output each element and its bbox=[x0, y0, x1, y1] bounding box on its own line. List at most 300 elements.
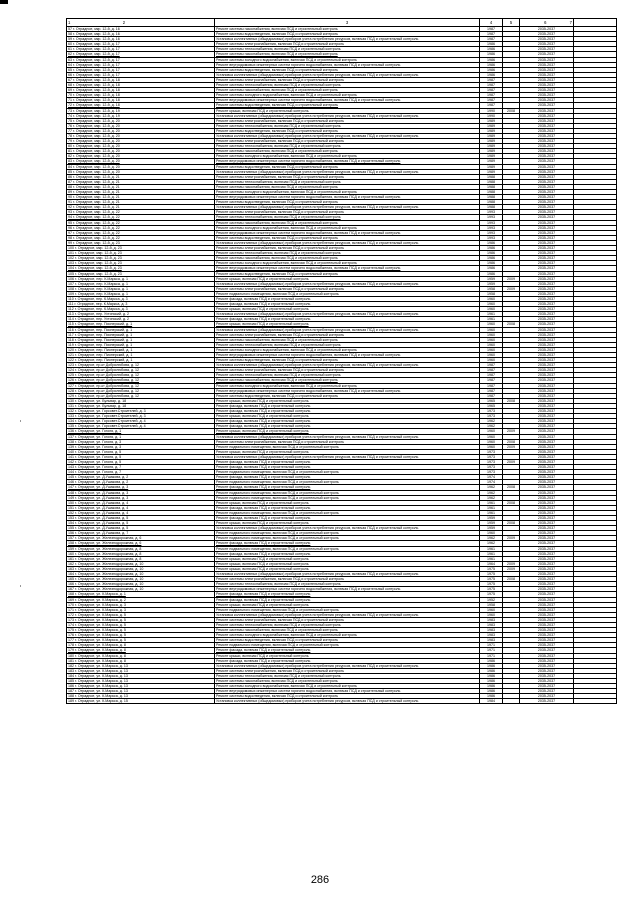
build-year-cell: 1989 bbox=[480, 139, 503, 144]
address-text: г. Отрадное, мкр. 12-й, д. 17 bbox=[73, 52, 120, 57]
work-description-cell: Ремонт системы электроснабжения, включая ПСД и строительный контроль bbox=[215, 286, 480, 291]
work-description-cell: Ремонт фасада, включая ПСД и строительный контроль bbox=[215, 465, 480, 470]
address-text: г. Отрадное, ул. К.Маркса, д. 13 bbox=[75, 668, 128, 673]
build-year-cell: 1962 bbox=[480, 495, 503, 500]
work-description-cell: Ремонт крыши, включая ПСД и строительный контроль bbox=[215, 500, 480, 505]
build-year-cell: 1962 bbox=[480, 485, 503, 490]
address-text: г. Отрадное, ул. К.Маркса, д. 13 bbox=[75, 663, 128, 668]
build-year-cell: 1960 bbox=[480, 302, 503, 307]
planned-period-cell: 2035-2037 bbox=[520, 633, 574, 638]
row-number: 172 bbox=[68, 612, 74, 617]
planned-period-cell: 2035-2037 bbox=[520, 556, 574, 561]
row-number: 101 bbox=[68, 251, 74, 256]
work-description-cell: Ремонт системы теплоснабжения, включая ПСД и строительный контроль bbox=[215, 373, 480, 378]
work-description-cell: Ремонт системы электроснабжения, включая ПСД и строительный контроль bbox=[215, 668, 480, 673]
work-description-cell: Ремонт системы теплоснабжения, включая ПСД и строительный контроль bbox=[215, 251, 480, 256]
planned-period-cell: 2035-2037 bbox=[520, 679, 574, 684]
work-description-cell: Ремонт фасада, включая ПСД и строительный контроль bbox=[215, 516, 480, 521]
header-col-7-spacer bbox=[574, 19, 617, 27]
works-table bbox=[66, 18, 616, 704]
last-repair-year-cell: 2009 bbox=[503, 536, 520, 541]
last-repair-year-cell: 2008 bbox=[503, 108, 520, 113]
planned-period-cell: 2035-2037 bbox=[520, 37, 574, 42]
work-description-cell: Ремонт системы теплоснабжения, включая ПСД и строительный контроль bbox=[215, 342, 480, 347]
planned-period-cell: 2035-2037 bbox=[520, 592, 574, 597]
address-text: г. Отрадное, пер. Пионерский, д. 1 bbox=[75, 353, 133, 357]
work-description-cell: Ремонт системы холодного водоснабжения, включая ПСД и строительный контроль bbox=[215, 633, 480, 638]
build-year-cell: 1986 bbox=[480, 42, 503, 47]
address-text: г. Отрадное, пер. Пионерский, д. 1 bbox=[74, 327, 133, 332]
address-text: г. Отрадное, ул. К.Маркса, д. 2 bbox=[75, 597, 126, 602]
build-year-cell: 1987 bbox=[480, 77, 503, 82]
build-year-cell: 1986 bbox=[480, 673, 503, 678]
planned-period-cell: 2035-2037 bbox=[520, 190, 574, 195]
address-text: г. Отрадное, ул. Д.Ушакова, д. 5 bbox=[75, 526, 129, 531]
work-description-cell: Ремонт системы электроснабжения, включая ПСД и строительный контроль bbox=[215, 139, 480, 144]
row-number: 165 bbox=[68, 577, 74, 582]
row-number: 83 bbox=[68, 159, 72, 164]
work-description-cell: Ремонт внутридомовых инженерных систем горячего водоснабжения, включая ПСД и строительный контроль bbox=[215, 230, 480, 235]
row-number: 163 bbox=[68, 566, 74, 571]
planned-period-cell: 2035-2037 bbox=[520, 327, 574, 332]
planned-period-cell: 2035-2037 bbox=[520, 541, 574, 546]
work-description-cell: Установка коллективных (общедомовых) приборов учета потребления ресурсов, включая ПСД и строительный контроль bbox=[215, 113, 480, 118]
build-year-cell: 1987 bbox=[480, 103, 503, 108]
planned-period-cell: 2035-2037 bbox=[520, 449, 574, 454]
work-description-cell: Ремонт системы холодного водоснабжения, включая ПСД и строительный контроль bbox=[215, 57, 480, 62]
planned-period-cell: 2035-2037 bbox=[520, 536, 574, 541]
build-year-cell: 1987 bbox=[480, 27, 503, 32]
planned-period-cell: 2035-2037 bbox=[520, 225, 574, 230]
row-number: 158 bbox=[68, 541, 74, 546]
work-description-cell: Ремонт крыши, включая ПСД и строительный контроль bbox=[215, 307, 480, 312]
last-repair-year-cell: 2009 bbox=[503, 566, 520, 571]
planned-period-cell: 2035-2037 bbox=[520, 52, 574, 57]
planned-period-cell: 2035-2037 bbox=[520, 403, 574, 408]
planned-period-cell: 2035-2037 bbox=[520, 144, 574, 149]
work-description-cell: Установка коллективных (общедомовых) приборов учета потребления ресурсов, включая ПСД и строительный контроль bbox=[215, 363, 480, 368]
address-text: г. Отрадное, мкр. 12-й, д. 23 bbox=[75, 266, 122, 271]
work-description-cell: Ремонт системы водоотведения, включая ПСД и строительный контроль bbox=[215, 235, 480, 240]
build-year-cell: 1986 bbox=[480, 240, 503, 245]
row-number: 88 bbox=[68, 184, 72, 189]
address-text: г. Отрадное, ул. Железнодорожная, д. 6 bbox=[75, 541, 142, 546]
row-number: 151 bbox=[68, 505, 74, 510]
planned-period-cell: 2035-2037 bbox=[520, 164, 574, 169]
build-year-cell: 1960 bbox=[480, 607, 503, 612]
address-text: г. Отрадное, мкр. 12-й, д. 20 bbox=[73, 128, 120, 133]
work-description-cell: Ремонт системы электроснабжения, включая ПСД и строительный контроль bbox=[215, 246, 480, 251]
address-text: г. Отрадное, ул. Железнодорожная, д. 8 bbox=[75, 556, 142, 561]
row-number: 178 bbox=[68, 643, 74, 648]
row-number: 119 bbox=[68, 342, 74, 347]
address-text: г. Отрадное, пер. К.Маркса, д. 1 bbox=[75, 291, 128, 296]
row-number: 110 bbox=[68, 296, 74, 301]
work-description-cell: Ремонт системы водоотведения, включая ПСД и строительный контроль bbox=[215, 128, 480, 133]
planned-period-cell: 2035-2037 bbox=[520, 358, 574, 363]
work-description-cell: Ремонт системы водоотведения, включая ПСД и строительный контроль bbox=[215, 638, 480, 643]
planned-period-cell: 2035-2037 bbox=[520, 398, 574, 403]
work-description-cell: Ремонт системы электроснабжения, включая ПСД и строительный контроль bbox=[215, 42, 480, 47]
work-description-cell: Ремонт крыши, включая ПСД и строительный контроль bbox=[215, 521, 480, 526]
planned-period-cell: 2035-2037 bbox=[520, 307, 574, 312]
page-corner-mark bbox=[0, 0, 8, 4]
row-number: 89 bbox=[68, 190, 72, 194]
row-number: 159 bbox=[68, 546, 74, 551]
address-text: г. Отрадное, пр-кт Добролюбова, д. 12 bbox=[75, 363, 140, 368]
build-year-cell: 1960 bbox=[480, 531, 503, 536]
build-year-cell: 1986 bbox=[480, 679, 503, 684]
planned-period-cell: 2035-2037 bbox=[520, 470, 574, 475]
planned-period-cell: 2035-2037 bbox=[520, 42, 574, 47]
row-number: 148 bbox=[68, 490, 74, 495]
planned-period-cell: 2035-2037 bbox=[520, 363, 574, 368]
address-text: г. Отрадное, ул. Д.Ушакова, д. 5 bbox=[75, 516, 129, 520]
work-description-cell: Ремонт крыши, включая ПСД и строительный контроль bbox=[215, 449, 480, 454]
build-year-cell: 1961 bbox=[480, 510, 503, 515]
build-year-cell: 1960 bbox=[480, 439, 503, 444]
work-description-cell: Ремонт подвального помещения, включая ПСД и строительный контроль bbox=[215, 444, 480, 449]
row-number: 69 bbox=[68, 88, 72, 93]
work-description-cell: Ремонт крыши, включая ПСД и строительный контроль bbox=[215, 398, 480, 403]
build-year-cell: 1984 bbox=[480, 699, 503, 704]
last-repair-year-cell: 2008 bbox=[503, 521, 520, 526]
planned-period-cell: 2035-2037 bbox=[520, 108, 574, 113]
row-number: 113 bbox=[68, 312, 74, 317]
planned-period-cell: 2035-2037 bbox=[520, 480, 574, 485]
address-text: г. Отрадное, пр-кт Добролюбова, д. 12 bbox=[75, 368, 140, 373]
address-text: г. Отрадное, пер. К.Маркса, д. 3 bbox=[74, 307, 128, 312]
planned-period-cell: 2035-2037 bbox=[520, 485, 574, 490]
address-text: г. Отрадное, мкр. 12-й, д. 18 bbox=[73, 103, 120, 108]
build-year-cell: 1975 bbox=[480, 582, 503, 587]
planned-period-cell: 2035-2037 bbox=[520, 261, 574, 266]
row-number: 92 bbox=[68, 205, 72, 210]
build-year-cell: 1960 bbox=[480, 429, 503, 434]
build-year-cell: 1958 bbox=[480, 602, 503, 607]
planned-period-cell: 2035-2037 bbox=[520, 510, 574, 515]
work-description-cell: Ремонт подвального помещения, включая ПСД и строительный контроль bbox=[215, 480, 480, 485]
row-number: 109 bbox=[68, 291, 74, 296]
address-text: г. Отрадное, пер. К.Маркса, д. 1 bbox=[75, 286, 128, 291]
row-number: 131 bbox=[68, 403, 74, 408]
build-year-cell: 1960 bbox=[480, 612, 503, 617]
work-description-cell: Ремонт системы газоснабжения, включая ПСД и строительный контроль bbox=[215, 337, 480, 342]
address-text: г. Отрадное, пер. Пионерский, д. 1 bbox=[74, 322, 133, 327]
build-year-cell: 1993 bbox=[480, 210, 503, 215]
row-number: 146 bbox=[68, 480, 74, 485]
address-text: г. Отрадное, ул. Гоголя, д. 3 bbox=[75, 439, 122, 444]
row-number: 78 bbox=[68, 133, 72, 138]
address-text: г. Отрадное, ул. Железнодорожная, д. 10 bbox=[75, 561, 144, 566]
address-text: г. Отрадное, мкр. 12-й, д. 18 bbox=[73, 77, 120, 82]
build-year-cell: 1989 bbox=[480, 169, 503, 174]
work-description-cell: Ремонт подвального помещения, включая ПСД и строительный контроль bbox=[215, 536, 480, 541]
address-text: г. Отрадное, ул. Д.Ушакова, д. 3 bbox=[75, 485, 129, 490]
build-year-cell: 1962 bbox=[480, 536, 503, 541]
row-number: 162 bbox=[68, 561, 74, 566]
address-text: г. Отрадное, мкр. 12-й, д. 20 bbox=[73, 133, 120, 138]
planned-period-cell: 2035-2037 bbox=[520, 317, 574, 322]
row-number: 73 bbox=[68, 108, 72, 113]
address-text: г. Отрадное, пр-кт Добролюбова, д. 12 bbox=[75, 393, 140, 398]
build-year-cell: 1971 bbox=[480, 648, 503, 653]
planned-period-cell: 2035-2037 bbox=[520, 67, 574, 72]
build-year-cell: 1987 bbox=[480, 88, 503, 93]
planned-period-cell: 2035-2037 bbox=[520, 169, 574, 174]
row-number: 147 bbox=[68, 485, 74, 490]
build-year-cell: 1987 bbox=[480, 393, 503, 398]
build-year-cell: 1989 bbox=[480, 154, 503, 159]
address-text: г. Отрадное, пр-кт Добролюбова, д. 12 bbox=[75, 373, 140, 378]
row-number: 140 bbox=[68, 449, 74, 454]
work-description-cell: Ремонт фасада, включая ПСД и строительный контроль bbox=[215, 419, 480, 424]
planned-period-cell: 2035-2037 bbox=[520, 694, 574, 699]
last-repair-year-cell: 2009 bbox=[503, 276, 520, 281]
address-text: г. Отрадное, ул. Железнодорожная, д. 10 bbox=[75, 577, 144, 582]
build-year-cell: 1960 bbox=[480, 296, 503, 301]
last-repair-year-cell: 2008 bbox=[503, 500, 520, 505]
work-description-cell: Ремонт подвального помещения, включая ПСД и строительный контроль bbox=[215, 510, 480, 515]
row-number: 138 bbox=[68, 439, 74, 444]
work-description-cell: Ремонт подвального помещения, включая ПСД и строительный контроль bbox=[215, 546, 480, 551]
row-number: 133 bbox=[68, 414, 74, 419]
address-text: г. Отрадное, ул. К.Маркса, д. 13 bbox=[75, 689, 128, 694]
row-number: 118 bbox=[68, 337, 74, 342]
planned-period-cell: 2035-2037 bbox=[520, 414, 574, 419]
row-number: 111 bbox=[68, 302, 74, 307]
work-description-cell: Ремонт внутридомовых инженерных систем горячего водоснабжения, включая ПСД и строительный контроль bbox=[215, 195, 480, 200]
address-text: г. Отрадное, пер. Пионерский, д. 1 bbox=[74, 332, 133, 337]
address-text: г. Отрадное, ул. К.Маркса, д. 8 bbox=[75, 653, 126, 658]
address-text: г. Отрадное, пер. К.Маркса, д. 1 bbox=[75, 276, 128, 281]
build-year-cell: 1987 bbox=[480, 368, 503, 373]
build-year-cell: 1989 bbox=[480, 118, 503, 123]
row-number: 124 bbox=[68, 368, 74, 373]
work-description-cell: Ремонт крыши, включая ПСД и строительный контроль bbox=[215, 653, 480, 658]
build-year-cell: 1986 bbox=[480, 684, 503, 689]
address-text: г. Отрадное, ул. Горсовет.Строителей, д. 3 bbox=[75, 414, 146, 419]
build-year-cell: 1987 bbox=[480, 98, 503, 103]
build-year-cell: 1960 bbox=[480, 332, 503, 337]
address-text: г. Отрадное, ул. Гоголя, д. 5 bbox=[75, 449, 122, 454]
address-text: г. Отрадное, ул. К.Маркса, д. 13 bbox=[75, 684, 128, 689]
work-description-cell: Ремонт системы теплоснабжения, включая ПСД и строительный контроль bbox=[215, 47, 480, 52]
row-number: 174 bbox=[68, 622, 74, 627]
work-description-cell: Установка коллективных (общедомовых) приборов учета потребления ресурсов, включая ПСД и строительный контроль bbox=[215, 612, 480, 617]
row-number: 76 bbox=[68, 123, 72, 128]
build-year-cell: 1973 bbox=[480, 454, 503, 459]
address-text: г. Отрадное, мкр. 12-й, д. 22 bbox=[73, 225, 120, 230]
work-description-cell: Ремонт подвального помещения, включая ПСД и строительный контроль bbox=[215, 470, 480, 475]
work-description-cell: Ремонт системы водоотведения, включая ПСД и строительный контроль bbox=[215, 103, 480, 108]
row-number: 107 bbox=[68, 281, 74, 286]
work-description-cell: Ремонт системы теплоснабжения, включая ПСД и строительный контроль bbox=[215, 123, 480, 128]
planned-period-cell: 2035-2037 bbox=[520, 220, 574, 225]
planned-period-cell: 2035-2037 bbox=[520, 419, 574, 424]
build-year-cell: 1961 bbox=[480, 500, 503, 505]
row-number: 95 bbox=[68, 220, 72, 225]
work-description-cell: Ремонт системы водоотведения, включая ПСД и строительный контроль bbox=[215, 694, 480, 699]
row-number: 144 bbox=[68, 470, 74, 475]
work-description-cell: Ремонт системы газоснабжения, включая ПСД и строительный контроль bbox=[215, 184, 480, 189]
row-number: 136 bbox=[68, 429, 74, 434]
address-text: г. Отрадное, ул. Горсовет.Строителей, д. 4 bbox=[75, 424, 146, 429]
address-text: г. Отрадное, мкр. 12-й, д. 20 bbox=[73, 139, 120, 144]
work-description-cell: Ремонт фасада, включая ПСД и строительный контроль bbox=[215, 551, 480, 556]
build-year-cell: 1960 bbox=[480, 444, 503, 449]
build-year-cell: 1961 bbox=[480, 551, 503, 556]
row-number: 154 bbox=[68, 521, 74, 526]
work-description-cell: Ремонт внутридомовых инженерных систем горячего водоснабжения, включая ПСД и строительный контроль bbox=[215, 587, 480, 592]
address-text: г. Отрадное, пер. К.Маркса, д. 3 bbox=[74, 302, 128, 307]
address-text: г. Отрадное, ул. К.Маркса, д. 5 bbox=[75, 628, 126, 633]
row-number: 189 bbox=[68, 699, 74, 704]
address-text: г. Отрадное, пер. Пионерский, д. 1 bbox=[75, 347, 133, 352]
planned-period-cell: 2035-2037 bbox=[520, 602, 574, 607]
build-year-cell: 1987 bbox=[480, 37, 503, 42]
planned-period-cell: 2035-2037 bbox=[520, 383, 574, 388]
planned-period-cell: 2035-2037 bbox=[520, 98, 574, 103]
work-description-cell: Ремонт системы водоотведения, включая ПСД и строительный контроль bbox=[215, 358, 480, 363]
build-year-cell: 1989 bbox=[480, 133, 503, 138]
work-description-cell: Ремонт фасада, включая ПСД и строительный контроль bbox=[215, 541, 480, 546]
address-text: г. Отрадное, ул. К.Маркса, д. 15 bbox=[75, 699, 128, 704]
work-description-cell: Ремонт крыши, включая ПСД и строительный контроль bbox=[215, 108, 480, 113]
address-text: г. Отрадное, ул. Гоголя, д. 7 bbox=[75, 465, 122, 470]
row-number: 150 bbox=[68, 500, 74, 505]
build-year-cell: 1975 bbox=[480, 592, 503, 597]
work-description-cell: Ремонт системы газоснабжения, включая ПСД и строительный контроль bbox=[215, 88, 480, 93]
build-year-cell: 1993 bbox=[480, 235, 503, 240]
planned-period-cell: 2035-2037 bbox=[520, 597, 574, 602]
work-description-cell: Ремонт системы электроснабжения, включая ПСД и строительный контроль bbox=[215, 118, 480, 123]
planned-period-cell: 2035-2037 bbox=[520, 113, 574, 118]
planned-period-cell: 2035-2037 bbox=[520, 256, 574, 261]
address-text: г. Отрадное, ул. К.Маркса, д. 3 bbox=[75, 602, 126, 607]
planned-period-cell: 2035-2037 bbox=[520, 210, 574, 215]
address-text: г. Отрадное, мкр. 12-й, д. 21 bbox=[73, 174, 120, 179]
build-year-cell: 1983 bbox=[480, 633, 503, 638]
work-description-cell: Ремонт системы газоснабжения, включая ПСД и строительный контроль bbox=[215, 256, 480, 261]
planned-period-cell: 2035-2037 bbox=[520, 312, 574, 317]
address-text: г. Отрадное, ул. Железнодорожная, д. 8 bbox=[75, 551, 142, 556]
header-col-6: 6 7 bbox=[520, 19, 574, 27]
build-year-cell: 1988 bbox=[480, 195, 503, 200]
build-year-cell: 1960 bbox=[480, 358, 503, 363]
planned-period-cell: 2035-2037 bbox=[520, 409, 574, 414]
planned-period-cell: 2035-2037 bbox=[520, 500, 574, 505]
work-description-cell: Установка коллективных (общедомовых) приборов учета потребления ресурсов, включая ПСД и строительный контроль bbox=[215, 572, 480, 577]
work-description-cell: Установка коллективных (общедомовых) приборов учета потребления ресурсов, включая ПСД и строительный контроль bbox=[215, 699, 480, 704]
planned-period-cell: 2035-2037 bbox=[520, 388, 574, 393]
build-year-cell: 1987 bbox=[480, 383, 503, 388]
address-text: г. Отрадное, мкр. 12-й, д. 17 bbox=[73, 42, 120, 47]
planned-period-cell: 2035-2037 bbox=[520, 149, 574, 154]
row-number: 182 bbox=[68, 663, 74, 668]
address-text: г. Отрадное, мкр. 12-й, д. 21 bbox=[73, 205, 120, 210]
row-number: 127 bbox=[68, 383, 74, 388]
work-description-cell: Ремонт крыши, включая ПСД и строительный контроль bbox=[215, 276, 480, 281]
row-number: 94 bbox=[68, 215, 72, 220]
work-description-cell: Ремонт системы электроснабжения, включая ПСД и строительный контроль bbox=[215, 577, 480, 582]
row-number: 180 bbox=[68, 653, 74, 658]
last-repair-year-cell: 2009 bbox=[503, 429, 520, 434]
row-number: 103 bbox=[68, 261, 74, 266]
work-description-cell: Ремонт системы холодного водоснабжения, включая ПСД и строительный контроль bbox=[215, 93, 480, 98]
work-description-cell: Ремонт крыши, включая ПСД и строительный контроль bbox=[215, 414, 480, 419]
address-text: г. Отрадное, ул. Гоголя, д. 7 bbox=[75, 470, 122, 475]
work-description-cell: Ремонт системы водоотведения, включая ПСД и строительный контроль bbox=[215, 32, 480, 37]
planned-period-cell: 2035-2037 bbox=[520, 607, 574, 612]
scan-margin-mark bbox=[20, 420, 21, 422]
build-year-cell: 1971 bbox=[480, 643, 503, 648]
address-text: г. Отрадное, мкр. 12-й, д. 21 bbox=[73, 190, 120, 194]
address-text: г. Отрадное, мкр. 12-й, д. 23 bbox=[73, 240, 120, 245]
address-text: г. Отрадное, ул. К.Маркса, д. 8 bbox=[75, 648, 126, 653]
row-number: 179 bbox=[68, 648, 74, 653]
planned-period-cell: 2035-2037 bbox=[520, 271, 574, 276]
build-year-cell: 1960 bbox=[480, 307, 503, 312]
build-year-cell: 1986 bbox=[480, 266, 503, 271]
row-number: 112 bbox=[68, 307, 74, 312]
address-text: г. Отрадное, ул. Горсовет.Строителей, д. 3 bbox=[75, 409, 146, 414]
address-text: г. Отрадное, мкр. 12-й, д. 20 bbox=[73, 149, 120, 154]
address-text: г. Отрадное, мкр. 12-й, д. 23 bbox=[75, 271, 122, 276]
address-text: г. Отрадное, пер. Пионерский, д. 1 bbox=[74, 342, 133, 347]
build-year-cell: 1987 bbox=[480, 373, 503, 378]
address-text: г. Отрадное, мкр. 12-й, д. 20 bbox=[73, 164, 120, 169]
row-number: 187 bbox=[68, 689, 74, 694]
work-description-cell: Ремонт внутридомовых инженерных систем горячего водоснабжения, включая ПСД и строительный контроль bbox=[215, 98, 480, 103]
row-number: 176 bbox=[68, 633, 74, 638]
row-number: 149 bbox=[68, 495, 74, 500]
row-number: 126 bbox=[68, 378, 74, 383]
build-year-cell: 1989 bbox=[480, 164, 503, 169]
row-number: 169 bbox=[68, 597, 74, 602]
table-row bbox=[67, 699, 617, 704]
planned-period-cell: 2035-2037 bbox=[520, 118, 574, 123]
address-text: г. Отрадное, мкр. 12-й, д. 21 bbox=[73, 179, 120, 184]
build-year-cell: 1989 bbox=[480, 144, 503, 149]
work-description-cell: Ремонт подвального помещения, включая ПСД и строительный контроль bbox=[215, 490, 480, 495]
planned-period-cell: 2035-2037 bbox=[520, 276, 574, 281]
planned-period-cell: 2035-2037 bbox=[520, 77, 574, 82]
build-year-cell: 1975 bbox=[480, 587, 503, 592]
planned-period-cell: 2035-2037 bbox=[520, 495, 574, 500]
row-number: 128 bbox=[68, 388, 74, 393]
address-text: г. Отрадное, мкр. 12-й, д. 18 bbox=[73, 93, 120, 98]
planned-period-cell: 2035-2037 bbox=[520, 648, 574, 653]
planned-period-cell: 2035-2037 bbox=[520, 215, 574, 220]
address-text: г. Отрадное, ул. К.Маркса, д. 13 bbox=[75, 694, 128, 699]
row-number: 156 bbox=[68, 531, 74, 536]
address-text: г. Отрадное, пер. Пионерский, д. 1 bbox=[74, 337, 133, 342]
planned-period-cell: 2035-2037 bbox=[520, 373, 574, 378]
header-col-3: 3 bbox=[215, 19, 480, 27]
address-text: г. Отрадное, ул. К.Маркса, д. 13 bbox=[75, 679, 128, 683]
address-text: г. Отрадное, мкр. 12-й, д. 20 bbox=[73, 144, 120, 149]
row-number: 74 bbox=[68, 113, 72, 118]
work-description-cell: Ремонт крыши, включая ПСД и строительный контроль bbox=[215, 561, 480, 566]
row-number: 171 bbox=[68, 607, 74, 612]
address-cell bbox=[67, 699, 215, 704]
planned-period-cell: 2035-2037 bbox=[520, 72, 574, 77]
planned-period-cell: 2035-2037 bbox=[520, 32, 574, 37]
build-year-cell: 1986 bbox=[480, 689, 503, 694]
row-number: 84 bbox=[68, 164, 72, 169]
build-year-cell: 1975 bbox=[480, 572, 503, 577]
